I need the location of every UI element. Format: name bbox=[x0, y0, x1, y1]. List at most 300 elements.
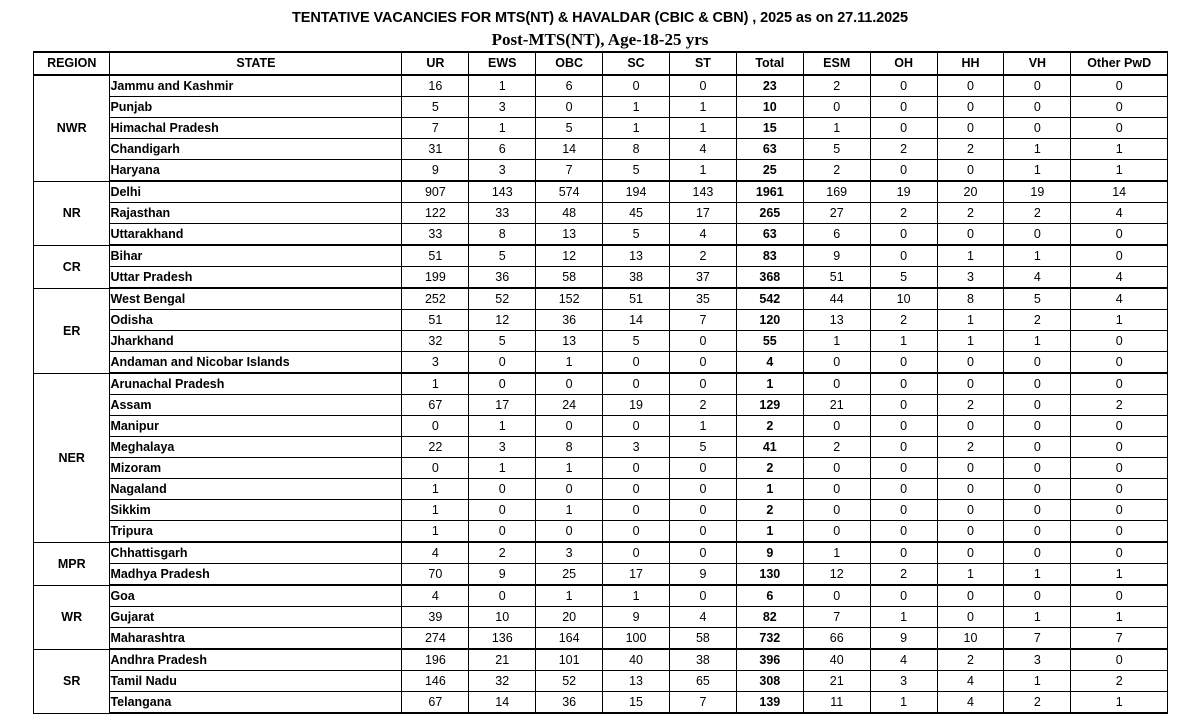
table-row bbox=[34, 288, 1168, 310]
cell-esm: 0 bbox=[803, 416, 870, 437]
column-header-ur: UR bbox=[402, 52, 469, 75]
cell-hh: 0 bbox=[937, 373, 1004, 395]
table-row bbox=[34, 671, 1168, 692]
cell-ur: 70 bbox=[402, 564, 469, 586]
table-row bbox=[34, 692, 1168, 714]
table-row bbox=[34, 585, 1168, 607]
cell-ur: 199 bbox=[402, 267, 469, 289]
cell-esm: 7 bbox=[803, 607, 870, 628]
cell-obc: 1 bbox=[536, 458, 603, 479]
cell-sc: 13 bbox=[603, 245, 670, 267]
cell-ur: 907 bbox=[402, 181, 469, 203]
cell-hh: 0 bbox=[937, 585, 1004, 607]
cell-other-pwd: 0 bbox=[1071, 479, 1168, 500]
column-header-sc: SC bbox=[603, 52, 670, 75]
cell-st: 9 bbox=[669, 564, 736, 586]
cell-ews: 5 bbox=[469, 245, 536, 267]
cell-vh: 7 bbox=[1004, 628, 1071, 650]
region-cell: CR bbox=[34, 245, 110, 288]
state-cell: Madhya Pradesh bbox=[110, 564, 402, 586]
cell-esm: 0 bbox=[803, 479, 870, 500]
cell-ews: 8 bbox=[469, 224, 536, 246]
cell-other-pwd: 0 bbox=[1071, 352, 1168, 374]
cell-st: 35 bbox=[669, 288, 736, 310]
cell-esm: 44 bbox=[803, 288, 870, 310]
cell-sc: 51 bbox=[603, 288, 670, 310]
table-row bbox=[34, 310, 1168, 331]
cell-ur: 274 bbox=[402, 628, 469, 650]
state-cell: Bihar bbox=[110, 245, 402, 267]
cell-hh: 10 bbox=[937, 628, 1004, 650]
cell-other-pwd: 0 bbox=[1071, 245, 1168, 267]
cell-ur: 31 bbox=[402, 139, 469, 160]
cell-ews: 2 bbox=[469, 542, 536, 564]
table-row bbox=[34, 97, 1168, 118]
cell-esm: 1 bbox=[803, 118, 870, 139]
cell-st: 5 bbox=[669, 437, 736, 458]
cell-obc: 0 bbox=[536, 416, 603, 437]
cell-vh: 1 bbox=[1004, 671, 1071, 692]
cell-ur: 1 bbox=[402, 521, 469, 543]
cell-sc: 0 bbox=[603, 75, 670, 97]
table-row bbox=[34, 416, 1168, 437]
table-row bbox=[34, 181, 1168, 203]
cell-st: 2 bbox=[669, 395, 736, 416]
cell-obc: 58 bbox=[536, 267, 603, 289]
cell-hh: 0 bbox=[937, 224, 1004, 246]
cell-ews: 5 bbox=[469, 331, 536, 352]
cell-esm: 13 bbox=[803, 310, 870, 331]
cell-st: 0 bbox=[669, 521, 736, 543]
cell-sc: 100 bbox=[603, 628, 670, 650]
cell-oh: 0 bbox=[870, 479, 937, 500]
cell-total: 732 bbox=[736, 628, 803, 650]
table-row bbox=[34, 607, 1168, 628]
cell-esm: 1 bbox=[803, 542, 870, 564]
cell-total: 1 bbox=[736, 521, 803, 543]
state-cell: Andhra Pradesh bbox=[110, 649, 402, 671]
cell-esm: 0 bbox=[803, 458, 870, 479]
cell-esm: 6 bbox=[803, 224, 870, 246]
cell-esm: 66 bbox=[803, 628, 870, 650]
cell-sc: 19 bbox=[603, 395, 670, 416]
cell-hh: 0 bbox=[937, 160, 1004, 182]
state-cell: Meghalaya bbox=[110, 437, 402, 458]
cell-hh: 4 bbox=[937, 692, 1004, 714]
cell-ews: 136 bbox=[469, 628, 536, 650]
cell-ews: 1 bbox=[469, 416, 536, 437]
table-body bbox=[34, 75, 1168, 713]
cell-oh: 2 bbox=[870, 139, 937, 160]
cell-other-pwd: 0 bbox=[1071, 331, 1168, 352]
cell-other-pwd: 0 bbox=[1071, 500, 1168, 521]
cell-obc: 164 bbox=[536, 628, 603, 650]
cell-other-pwd: 7 bbox=[1071, 628, 1168, 650]
cell-other-pwd: 1 bbox=[1071, 310, 1168, 331]
cell-esm: 0 bbox=[803, 373, 870, 395]
cell-vh: 1 bbox=[1004, 160, 1071, 182]
cell-sc: 1 bbox=[603, 118, 670, 139]
cell-obc: 0 bbox=[536, 521, 603, 543]
cell-other-pwd: 0 bbox=[1071, 97, 1168, 118]
cell-ews: 21 bbox=[469, 649, 536, 671]
cell-hh: 3 bbox=[937, 267, 1004, 289]
cell-obc: 8 bbox=[536, 437, 603, 458]
cell-oh: 2 bbox=[870, 203, 937, 224]
title-block bbox=[0, 0, 1200, 50]
state-cell: Rajasthan bbox=[110, 203, 402, 224]
region-cell: MPR bbox=[34, 542, 110, 585]
cell-other-pwd: 0 bbox=[1071, 373, 1168, 395]
cell-ur: 3 bbox=[402, 352, 469, 374]
cell-ur: 4 bbox=[402, 585, 469, 607]
cell-sc: 0 bbox=[603, 500, 670, 521]
cell-ews: 9 bbox=[469, 564, 536, 586]
table-row bbox=[34, 203, 1168, 224]
cell-sc: 5 bbox=[603, 160, 670, 182]
cell-vh: 1 bbox=[1004, 607, 1071, 628]
cell-vh: 4 bbox=[1004, 267, 1071, 289]
cell-other-pwd: 0 bbox=[1071, 521, 1168, 543]
cell-oh: 0 bbox=[870, 500, 937, 521]
cell-esm: 9 bbox=[803, 245, 870, 267]
cell-ur: 1 bbox=[402, 373, 469, 395]
cell-sc: 0 bbox=[603, 521, 670, 543]
cell-total: 23 bbox=[736, 75, 803, 97]
cell-total: 55 bbox=[736, 331, 803, 352]
cell-st: 37 bbox=[669, 267, 736, 289]
cell-total: 25 bbox=[736, 160, 803, 182]
cell-st: 1 bbox=[669, 160, 736, 182]
cell-vh: 3 bbox=[1004, 649, 1071, 671]
table-header bbox=[34, 52, 1168, 75]
cell-esm: 40 bbox=[803, 649, 870, 671]
cell-ews: 3 bbox=[469, 97, 536, 118]
cell-total: 41 bbox=[736, 437, 803, 458]
cell-sc: 15 bbox=[603, 692, 670, 714]
cell-total: 265 bbox=[736, 203, 803, 224]
state-cell: Haryana bbox=[110, 160, 402, 182]
cell-oh: 5 bbox=[870, 267, 937, 289]
column-header-other-pwd: Other PwD bbox=[1071, 52, 1168, 75]
cell-ews: 0 bbox=[469, 352, 536, 374]
column-header-total: Total bbox=[736, 52, 803, 75]
cell-oh: 1 bbox=[870, 607, 937, 628]
cell-oh: 0 bbox=[870, 585, 937, 607]
cell-total: 63 bbox=[736, 224, 803, 246]
cell-st: 0 bbox=[669, 75, 736, 97]
cell-sc: 13 bbox=[603, 671, 670, 692]
column-header-region: REGION bbox=[34, 52, 110, 75]
cell-vh: 0 bbox=[1004, 224, 1071, 246]
cell-oh: 0 bbox=[870, 97, 937, 118]
cell-total: 1961 bbox=[736, 181, 803, 203]
cell-obc: 101 bbox=[536, 649, 603, 671]
cell-other-pwd: 0 bbox=[1071, 542, 1168, 564]
cell-ur: 32 bbox=[402, 331, 469, 352]
state-cell: Arunachal Pradesh bbox=[110, 373, 402, 395]
state-cell: Jharkhand bbox=[110, 331, 402, 352]
cell-total: 15 bbox=[736, 118, 803, 139]
cell-ews: 1 bbox=[469, 118, 536, 139]
page-subtitle: Post-MTS(NT), Age-18-25 yrs bbox=[491, 30, 709, 49]
cell-obc: 20 bbox=[536, 607, 603, 628]
state-cell: Sikkim bbox=[110, 500, 402, 521]
cell-esm: 21 bbox=[803, 395, 870, 416]
cell-vh: 0 bbox=[1004, 500, 1071, 521]
cell-hh: 0 bbox=[937, 352, 1004, 374]
cell-other-pwd: 4 bbox=[1071, 288, 1168, 310]
cell-st: 7 bbox=[669, 692, 736, 714]
cell-other-pwd: 0 bbox=[1071, 458, 1168, 479]
cell-hh: 2 bbox=[937, 139, 1004, 160]
cell-vh: 1 bbox=[1004, 331, 1071, 352]
cell-vh: 0 bbox=[1004, 352, 1071, 374]
state-cell: Delhi bbox=[110, 181, 402, 203]
cell-hh: 0 bbox=[937, 479, 1004, 500]
table-header-row bbox=[34, 52, 1168, 75]
column-header-obc: OBC bbox=[536, 52, 603, 75]
cell-st: 0 bbox=[669, 352, 736, 374]
cell-hh: 0 bbox=[937, 542, 1004, 564]
cell-oh: 0 bbox=[870, 75, 937, 97]
cell-total: 396 bbox=[736, 649, 803, 671]
cell-oh: 0 bbox=[870, 160, 937, 182]
cell-total: 130 bbox=[736, 564, 803, 586]
cell-other-pwd: 1 bbox=[1071, 139, 1168, 160]
cell-other-pwd: 1 bbox=[1071, 160, 1168, 182]
cell-sc: 8 bbox=[603, 139, 670, 160]
table-row bbox=[34, 331, 1168, 352]
cell-hh: 0 bbox=[937, 607, 1004, 628]
cell-ur: 16 bbox=[402, 75, 469, 97]
cell-hh: 0 bbox=[937, 118, 1004, 139]
cell-st: 1 bbox=[669, 416, 736, 437]
cell-esm: 1 bbox=[803, 331, 870, 352]
cell-vh: 0 bbox=[1004, 458, 1071, 479]
state-cell: Odisha bbox=[110, 310, 402, 331]
cell-total: 120 bbox=[736, 310, 803, 331]
state-cell: Tripura bbox=[110, 521, 402, 543]
cell-oh: 10 bbox=[870, 288, 937, 310]
cell-hh: 20 bbox=[937, 181, 1004, 203]
cell-total: 1 bbox=[736, 479, 803, 500]
table-row bbox=[34, 373, 1168, 395]
table-row bbox=[34, 564, 1168, 586]
state-cell: Mizoram bbox=[110, 458, 402, 479]
cell-obc: 6 bbox=[536, 75, 603, 97]
cell-other-pwd: 0 bbox=[1071, 437, 1168, 458]
cell-ews: 143 bbox=[469, 181, 536, 203]
cell-ur: 0 bbox=[402, 458, 469, 479]
cell-hh: 8 bbox=[937, 288, 1004, 310]
cell-ur: 39 bbox=[402, 607, 469, 628]
cell-other-pwd: 2 bbox=[1071, 671, 1168, 692]
cell-vh: 0 bbox=[1004, 542, 1071, 564]
cell-total: 129 bbox=[736, 395, 803, 416]
cell-esm: 0 bbox=[803, 97, 870, 118]
cell-oh: 3 bbox=[870, 671, 937, 692]
cell-other-pwd: 1 bbox=[1071, 607, 1168, 628]
cell-sc: 0 bbox=[603, 479, 670, 500]
cell-other-pwd: 1 bbox=[1071, 564, 1168, 586]
cell-obc: 1 bbox=[536, 352, 603, 374]
cell-ur: 33 bbox=[402, 224, 469, 246]
cell-total: 139 bbox=[736, 692, 803, 714]
state-cell: West Bengal bbox=[110, 288, 402, 310]
cell-vh: 0 bbox=[1004, 118, 1071, 139]
cell-ur: 252 bbox=[402, 288, 469, 310]
cell-ur: 196 bbox=[402, 649, 469, 671]
cell-oh: 0 bbox=[870, 521, 937, 543]
cell-obc: 0 bbox=[536, 479, 603, 500]
table-row bbox=[34, 395, 1168, 416]
cell-obc: 52 bbox=[536, 671, 603, 692]
cell-esm: 2 bbox=[803, 160, 870, 182]
cell-ur: 146 bbox=[402, 671, 469, 692]
cell-sc: 0 bbox=[603, 542, 670, 564]
cell-oh: 0 bbox=[870, 458, 937, 479]
cell-obc: 0 bbox=[536, 97, 603, 118]
cell-hh: 0 bbox=[937, 97, 1004, 118]
column-header-state: STATE bbox=[110, 52, 402, 75]
vacancy-table bbox=[33, 51, 1168, 714]
cell-st: 0 bbox=[669, 542, 736, 564]
cell-esm: 5 bbox=[803, 139, 870, 160]
cell-sc: 1 bbox=[603, 585, 670, 607]
cell-total: 6 bbox=[736, 585, 803, 607]
cell-ur: 4 bbox=[402, 542, 469, 564]
state-cell: Punjab bbox=[110, 97, 402, 118]
cell-vh: 5 bbox=[1004, 288, 1071, 310]
state-cell: Tamil Nadu bbox=[110, 671, 402, 692]
cell-total: 10 bbox=[736, 97, 803, 118]
table-row bbox=[34, 649, 1168, 671]
cell-hh: 1 bbox=[937, 564, 1004, 586]
cell-sc: 38 bbox=[603, 267, 670, 289]
cell-ews: 1 bbox=[469, 75, 536, 97]
state-cell: Himachal Pradesh bbox=[110, 118, 402, 139]
cell-oh: 1 bbox=[870, 692, 937, 714]
cell-sc: 194 bbox=[603, 181, 670, 203]
cell-ews: 3 bbox=[469, 160, 536, 182]
cell-sc: 14 bbox=[603, 310, 670, 331]
cell-other-pwd: 0 bbox=[1071, 649, 1168, 671]
cell-total: 2 bbox=[736, 500, 803, 521]
cell-vh: 0 bbox=[1004, 75, 1071, 97]
cell-vh: 0 bbox=[1004, 97, 1071, 118]
cell-hh: 2 bbox=[937, 203, 1004, 224]
cell-obc: 7 bbox=[536, 160, 603, 182]
cell-obc: 152 bbox=[536, 288, 603, 310]
table-row bbox=[34, 458, 1168, 479]
cell-st: 0 bbox=[669, 331, 736, 352]
cell-ews: 14 bbox=[469, 692, 536, 714]
cell-oh: 0 bbox=[870, 118, 937, 139]
table-row bbox=[34, 139, 1168, 160]
cell-vh: 2 bbox=[1004, 203, 1071, 224]
cell-vh: 1 bbox=[1004, 245, 1071, 267]
cell-ews: 1 bbox=[469, 458, 536, 479]
cell-vh: 0 bbox=[1004, 479, 1071, 500]
cell-obc: 25 bbox=[536, 564, 603, 586]
cell-ur: 5 bbox=[402, 97, 469, 118]
state-cell: Assam bbox=[110, 395, 402, 416]
cell-oh: 0 bbox=[870, 437, 937, 458]
cell-ur: 51 bbox=[402, 245, 469, 267]
cell-st: 0 bbox=[669, 479, 736, 500]
cell-obc: 36 bbox=[536, 310, 603, 331]
cell-esm: 21 bbox=[803, 671, 870, 692]
cell-total: 83 bbox=[736, 245, 803, 267]
cell-sc: 0 bbox=[603, 416, 670, 437]
cell-sc: 3 bbox=[603, 437, 670, 458]
cell-esm: 11 bbox=[803, 692, 870, 714]
cell-obc: 13 bbox=[536, 224, 603, 246]
cell-sc: 1 bbox=[603, 97, 670, 118]
cell-ews: 6 bbox=[469, 139, 536, 160]
cell-st: 7 bbox=[669, 310, 736, 331]
cell-hh: 0 bbox=[937, 521, 1004, 543]
cell-oh: 1 bbox=[870, 331, 937, 352]
cell-ur: 67 bbox=[402, 692, 469, 714]
cell-obc: 1 bbox=[536, 500, 603, 521]
cell-st: 17 bbox=[669, 203, 736, 224]
table-row bbox=[34, 437, 1168, 458]
cell-vh: 2 bbox=[1004, 692, 1071, 714]
region-cell: NR bbox=[34, 181, 110, 245]
cell-esm: 0 bbox=[803, 521, 870, 543]
cell-other-pwd: 2 bbox=[1071, 395, 1168, 416]
cell-ews: 0 bbox=[469, 500, 536, 521]
cell-obc: 574 bbox=[536, 181, 603, 203]
cell-obc: 14 bbox=[536, 139, 603, 160]
cell-obc: 5 bbox=[536, 118, 603, 139]
table-row bbox=[34, 160, 1168, 182]
state-cell: Jammu and Kashmir bbox=[110, 75, 402, 97]
cell-sc: 17 bbox=[603, 564, 670, 586]
cell-vh: 0 bbox=[1004, 521, 1071, 543]
cell-vh: 0 bbox=[1004, 373, 1071, 395]
cell-ur: 7 bbox=[402, 118, 469, 139]
region-cell: NER bbox=[34, 373, 110, 542]
cell-total: 1 bbox=[736, 373, 803, 395]
table-row bbox=[34, 628, 1168, 650]
cell-ews: 52 bbox=[469, 288, 536, 310]
cell-ur: 1 bbox=[402, 479, 469, 500]
cell-hh: 1 bbox=[937, 310, 1004, 331]
table-row bbox=[34, 245, 1168, 267]
cell-oh: 0 bbox=[870, 542, 937, 564]
cell-total: 542 bbox=[736, 288, 803, 310]
column-header-st: ST bbox=[669, 52, 736, 75]
cell-other-pwd: 0 bbox=[1071, 75, 1168, 97]
cell-sc: 5 bbox=[603, 224, 670, 246]
cell-ews: 3 bbox=[469, 437, 536, 458]
cell-ur: 67 bbox=[402, 395, 469, 416]
table-row bbox=[34, 352, 1168, 374]
vacancy-table-wrapper bbox=[33, 51, 1168, 714]
cell-total: 308 bbox=[736, 671, 803, 692]
cell-other-pwd: 4 bbox=[1071, 203, 1168, 224]
column-header-esm: ESM bbox=[803, 52, 870, 75]
cell-ews: 36 bbox=[469, 267, 536, 289]
cell-esm: 0 bbox=[803, 500, 870, 521]
cell-st: 0 bbox=[669, 373, 736, 395]
cell-ews: 0 bbox=[469, 585, 536, 607]
cell-total: 368 bbox=[736, 267, 803, 289]
cell-total: 2 bbox=[736, 416, 803, 437]
